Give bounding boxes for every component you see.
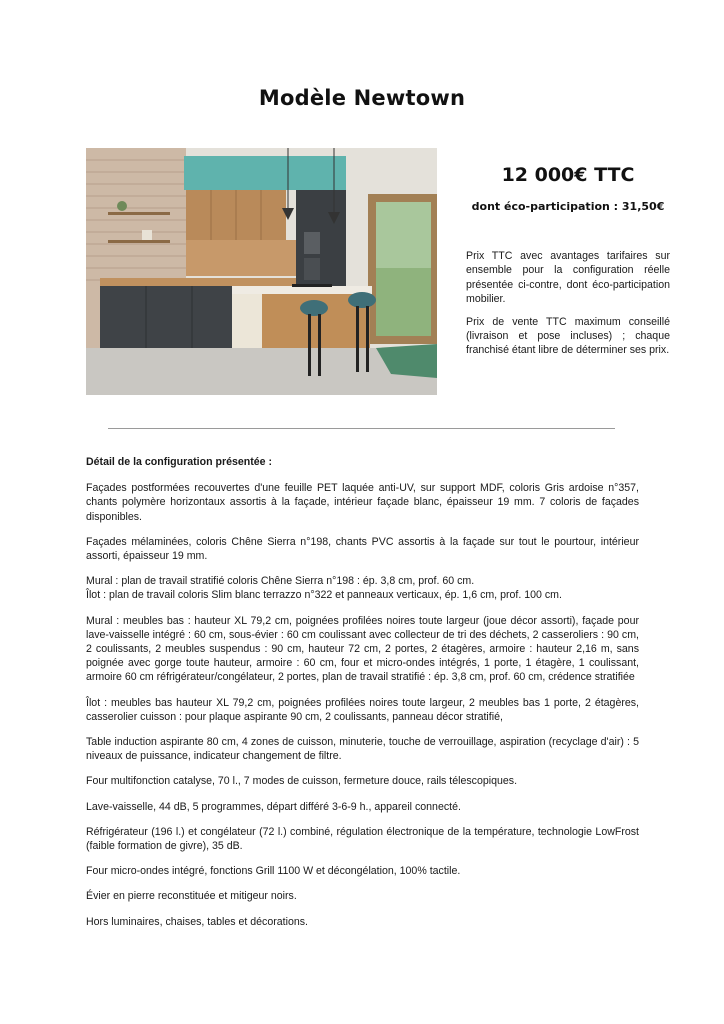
price-notes [466, 249, 670, 366]
kitchen-photo [86, 148, 437, 395]
details-paragraph: Îlot : meubles bas hauteur XL 79,2 cm, poignées profilées noires toute largeur, 2 meubles bas 1 porte, 2 étagères, casserolier cuisson : pour plaque aspirante 90 cm, 2 coulissants, panneau décor stratifié, [86, 696, 639, 723]
price-amount: 12 000€ TTC [501, 164, 635, 186]
details-paragraph: Mural : plan de travail stratifié coloris Chêne Sierra n°198 : ép. 3,8 cm, prof. 60 cm. Îlot : plan de travail coloris Slim blanc terrazzo n°322 et panneaux verticaux, ép. 1,6 cm, prof. 100 cm. [86, 575, 562, 602]
page-title: Modèle Newtown [258, 86, 466, 110]
price-note: Prix TTC avec avantages tarifaires sur ensemble pour la configuration réelle présentée ci-contre, dont éco-participation mobilier. [466, 250, 670, 306]
details-paragraph: Façades postformées recouvertes d'une feuille PET laquée anti-UV, sur support MDF, coloris Gris ardoise n°357, chants polymère horizontaux assortis à la façade, intérieur façade blanc, épaisseur 19 mm. 7 coloris de façades disponibles. [86, 482, 639, 523]
details-paragraph: Évier en pierre reconstituée et mitigeur noirs. [86, 890, 297, 903]
divider [108, 428, 615, 429]
eco-participation: dont éco-participation : 31,50€ [471, 200, 665, 213]
price-note: Prix de vente TTC maximum conseillé (livraison et pose incluses) ; chaque franchisé étant libre de déterminer ses prix. [466, 315, 670, 357]
details-heading: Détail de la configuration présentée : [86, 456, 273, 468]
details-paragraph: Table induction aspirante 80 cm, 4 zones de cuisson, minuterie, touche de verrouillage, aspiration (recyclage d'air) : 5 niveaux de puissance, indicateur changement de filtre. [86, 736, 639, 763]
details-paragraph: Lave-vaisselle, 44 dB, 5 programmes, départ différé 3-6-9 h., appareil connecté. [86, 800, 461, 813]
details-paragraph: Mural : meubles bas : hauteur XL 79,2 cm, poignées profilées noires toute largeur (joue décor assorti), façade pour lave-vaisselle intégré : 60 cm, sous-évier : 60 cm coulissant avec collecteur de tri des déchets, 2 casseroliers : 90 cm, 2 coulissants, 2 meubles suspendus : 90 cm, hauteur 72 cm, 2 portes, 2 étagères, armoire : hauteur 2,16 m, sans poignée avec gorge toute hauteur, armoire : 60 cm, four et micro-ondes intégrés, 1 porte, 1 étagère, 1 coulissant, armoire 60 cm réfrigérateur/congélateur, 2 portes, plan de travail stratifié : ép. 3,8 cm, prof. 60 cm, crédence stratifiée [86, 614, 639, 684]
details-paragraph: Four multifonction catalyse, 70 l., 7 modes de cuisson, fermeture douce, rails télescopiques. [86, 775, 518, 788]
details-paragraph: Réfrigérateur (196 l.) et congélateur (72 l.) combiné, régulation électronique de la température, technologie LowFrost (faible formation de givre), 35 dB. [86, 825, 639, 853]
details-paragraph: Hors luminaires, chaises, tables et décorations. [86, 915, 308, 928]
details-paragraph: Façades mélaminées, coloris Chêne Sierra n°198, chants PVC assortis à la façade sur tout le pourtour, intérieur assorti, épaisseur 19 mm. [86, 535, 639, 563]
details-paragraph: Four micro-ondes intégré, fonctions Grill 1100 W et décongélation, 100% tactile. [86, 865, 461, 878]
configuration-details [86, 455, 639, 940]
